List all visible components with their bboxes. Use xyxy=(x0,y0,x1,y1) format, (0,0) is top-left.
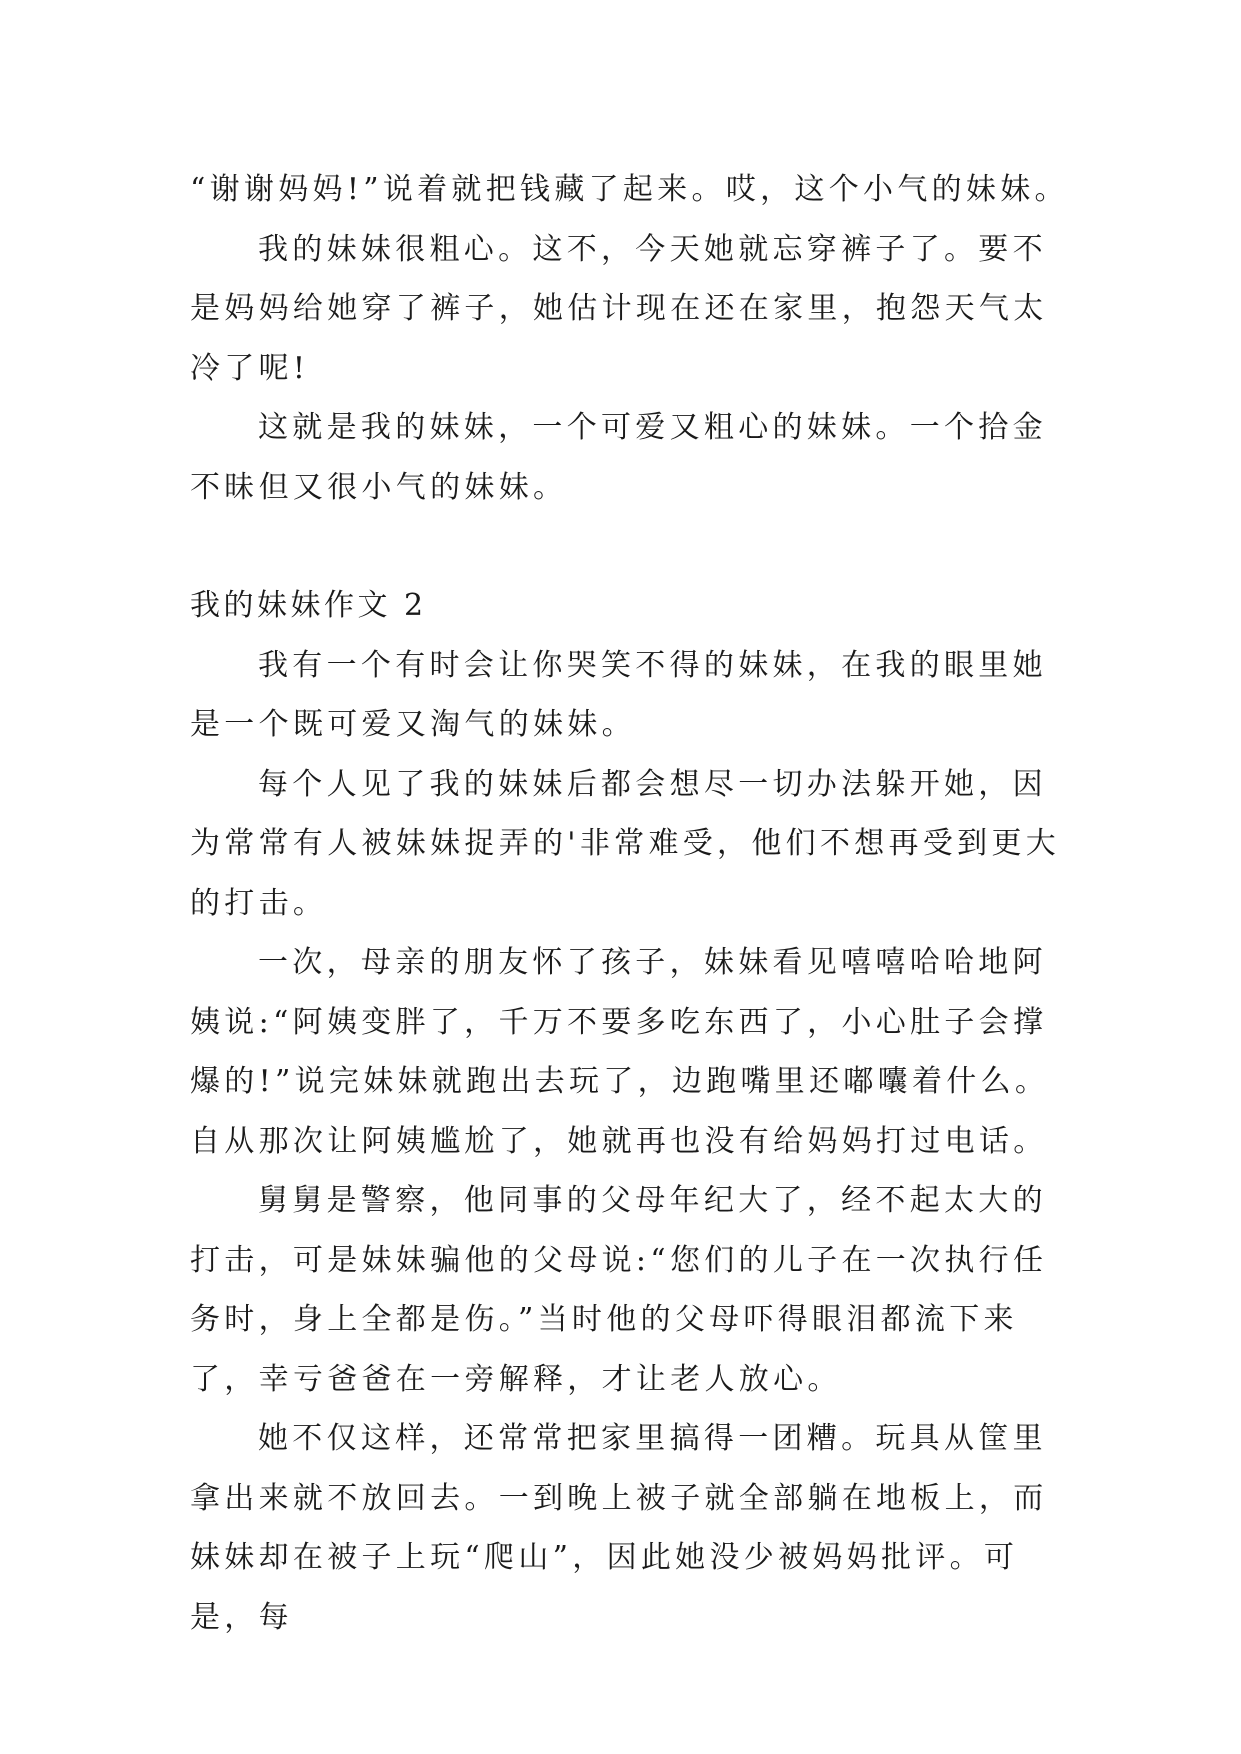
section-title: 我的妹妹作文 2 xyxy=(190,588,427,623)
paragraph-1: “谢谢妈妈!”说着就把钱藏了起来。哎，这个小气的妹妹。 xyxy=(190,172,1069,207)
section-gap xyxy=(190,517,1070,576)
section-paragraph-3: 一次，母亲的朋友怀了孩子，妹妹看见嘻嘻哈哈地阿姨说:“阿姨变胖了，千万不要多吃东西了，小心肚子会撑爆的!”说完妹妹就跑出去玩了，边跑嘴里还嘟囔着什么。自从那次让阿姨尴尬了，她就再也没有给妈妈打过电话。 xyxy=(190,945,1050,1159)
paragraph-3: 这就是我的妹妹，一个可爱又粗心的妹妹。一个拾金不昧但又很小气的妹妹。 xyxy=(190,410,1047,505)
section-paragraph-2: 每个人见了我的妹妹后都会想尽一切办法躲开她，因为常常有人被妹妹捉弄的'非常难受，他们不想再受到更大的打击。 xyxy=(190,766,1061,921)
document-body xyxy=(190,160,1070,1647)
paragraph-2: 我的妹妹很粗心。这不，今天她就忘穿裤子了。要不是妈妈给她穿了裤子，她估计现在还在家里，抱怨天气太冷了呢! xyxy=(190,231,1048,386)
section-paragraph-4: 舅舅是警察，他同事的父母年纪大了，经不起太大的打击，可是妹妹骗他的父母说:“您们的儿子在一次执行任务时，身上全都是伤。”当时他的父母吓得眼泪都流下来了，幸亏爸爸在一旁解释，才让老人放心。 xyxy=(190,1183,1048,1397)
section-paragraph-1: 我有一个有时会让你哭笑不得的妹妹，在我的眼里她是一个既可爱又淘气的妹妹。 xyxy=(190,647,1047,742)
section-paragraph-5: 她不仅这样，还常常把家里搞得一团糟。玩具从筐里拿出来就不放回去。一到晚上被子就全部躺在地板上，而妹妹却在被子上玩“爬山”，因此她没少被妈妈批评。可是，每 xyxy=(190,1421,1048,1635)
